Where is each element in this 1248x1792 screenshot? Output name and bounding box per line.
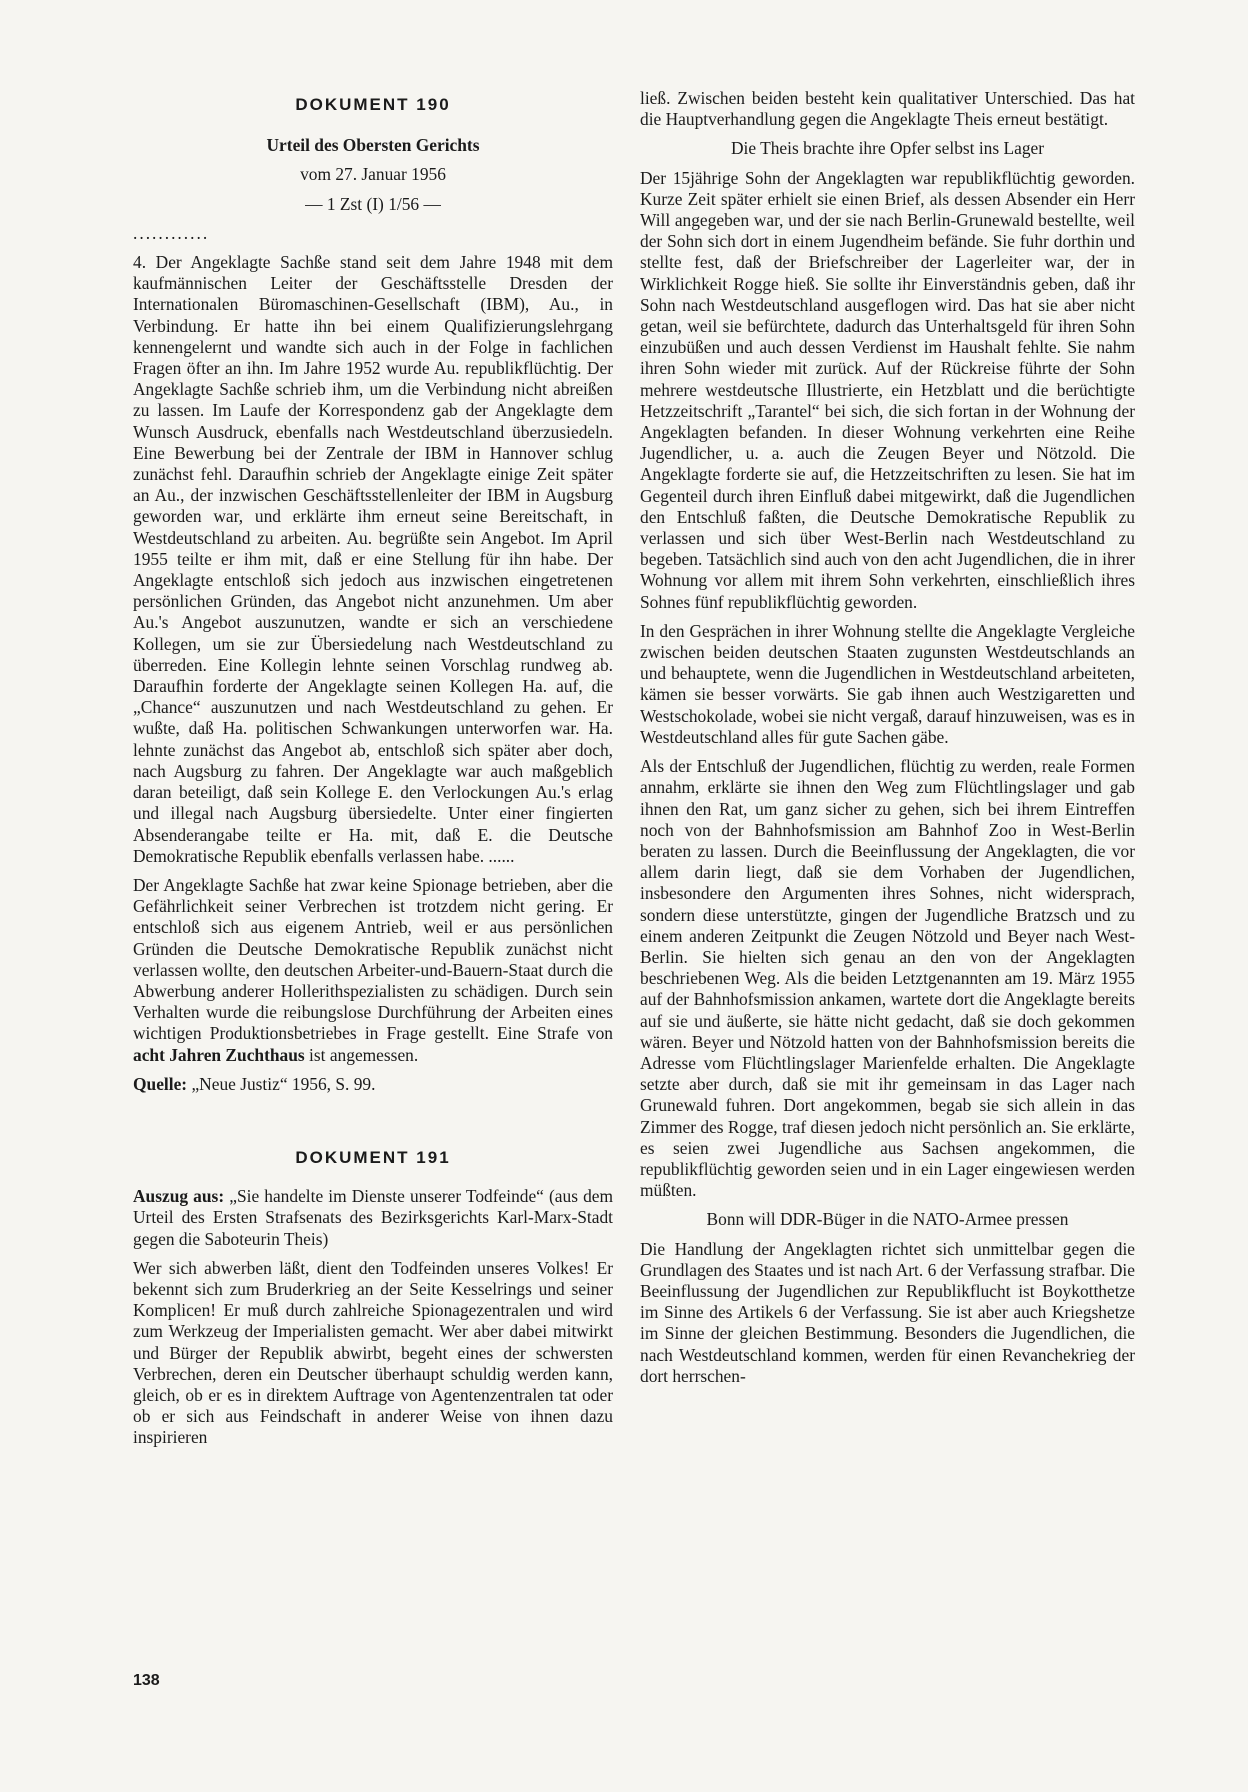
source-text: „Neue Justiz“ 1956, S. 99.	[187, 1073, 376, 1094]
lead-label: Auszug aus:	[133, 1186, 225, 1207]
paragraph-2-text: Der Angeklagte Sachße hat zwar keine Spionage betrieben, aber die Gefährlichkeit seiner Verbrechen ist trotzdem nicht gering. Er entschloß sich aus eigenem Antrieb, weil er aus persönlichen Gründen die Deutsche Demokratische Republik zunächst nicht verlassen wollte, den deutschen Arbeiter-und-Bauern-Staat durch die Abwerbung anderer Hollerithspezialisten zu schädigen. Durch sein Verhalten wurde die reibungslose Durchführung der Arbeiten eines wichtigen Produktionsbetriebes in Frage gestellt. Eine Strafe von	[133, 874, 613, 1044]
source-label: Quelle:	[133, 1073, 188, 1094]
document-190-paragraph-2	[133, 875, 613, 1066]
document-191-paragraph-2: Der 15jährige Sohn der Angeklagten war republikflüchtig geworden. Kurze Zeit später erhielt sie einen Brief, als dessen Absender ein Herr Will angegeben war, und der sie nach Berlin-Grunewald bestellte, weil der Sohn sich dort in einem Jugendheim befände. Sie fuhr dorthin und stellte fest, daß der Briefschreiber der Lagerleiter war, der in Wirklichkeit Rogge hieß. Sie sollte ihr Einverständnis geben, daß ihr Sohn nach Westdeutschland ausgeflogen wird. Das hat sie aber nicht getan, weil sie befürchtete, dadurch das Unterhaltsgeld für ihren Sohn einzubüßen und auch dessen Verdienst im Haushalt fehlte. Sie nahm ihren Sohn wieder mit zurück. Auf der Rückreise führte der Sohn mehrere westdeutsche Illustrierte, ein Hetzblatt und die berüchtigte Hetzzeitschrift „Tarantel“ bei sich, die sich fortan in der Wohnung der Angeklagten befanden. In dieser Wohnung verkehrten eine Reihe Jugendlicher, u. a. auch die Zeugen Beyer und Nötzold. Die Angeklagte forderte sie auf, die Hetzzeitschriften zu lesen. Sie hat im Gegenteil durch ihren Einfluß dabei mitgewirkt, daß die Jugendlichen den Entschluß faßten, die Deutsche Demokratische Republik zu verlassen und sich über West-Berlin nach Westdeutschland zu begeben. Tatsächlich sind auch von den acht Jugendlichen, die in ihrer Wohnung vor allem mit ihrem Sohn verkehrten, einschließlich ihres Sohnes fünf republikflüchtig geworden.	[640, 167, 1135, 612]
section-heading-2: Bonn will DDR-Büger in die NATO-Armee pressen	[706, 1209, 1069, 1230]
document-190-date: vom 27. Januar 1956	[300, 164, 446, 185]
document-191-paragraph-1: Wer sich abwerben läßt, dient den Todfeinden unseres Volkes! Er bekennt sich zum Bruderkrieg an der Seite Kesselrings und seiner Komplicen! Er muß durch zahlreiche Spionagezentralen und wird zum Werkzeug der Imperialisten gemacht. Wer aber dabei mitwirkt und Bürger der Republik abwirbt, begeht eines der schwersten Verbrechen, deren ein Deutscher überhaupt schuldig werden kann, gleich, ob er es in direktem Auftrage von Agentenzentralen tat oder ob er sich aus Feindschaft in anderer Weise von ihnen dazu inspirieren	[133, 1257, 613, 1448]
paragraph-2-end: ist angemessen.	[304, 1044, 419, 1065]
document-191-paragraph-3: In den Gesprächen in ihrer Wohnung stellte die Angeklagte Vergleiche zwischen beiden deutschen Staaten zugunsten Westdeutschlands an und behauptete, wenn die Jugendlichen in Westdeutschland arbeiteten, kämen sie besser vorwärts. Sie gab ihnen auch Westzigaretten und Westschokolade, wobei sie nicht vergaß, darauf hinzuweisen, was es in Westdeutschland alles für gute Sachen gäbe.	[640, 620, 1135, 747]
section-heading-1: Die Theis brachte ihre Opfer selbst ins Lager	[730, 138, 1045, 159]
document-191-continuation: ließ. Zwischen beiden besteht kein qualitativer Unterschied. Das hat die Hauptverhandlung gegen die Angeklagte Theis erneut bestätigt.	[640, 88, 1135, 130]
document-190-subtitle: Urteil des Obersten Gerichts	[266, 135, 480, 156]
left-column	[133, 86, 613, 1457]
document-190-title: DOKUMENT 190	[295, 95, 451, 114]
document-190-paragraph-1: 4. Der Angeklagte Sachße stand seit dem Jahre 1948 mit dem kaufmännischen Leiter der Geschäftsstelle Dresden der Internationalen Büromaschinen-Gesellschaft (IBM), Au., in Verbindung. Er hatte ihn bei einem Qualifizierungslehrgang kennengelernt und wandte sich auch in der Folge in fachlichen Fragen öfter an ihn. Im Jahre 1952 wurde Au. republikflüchtig. Der Angeklagte Sachße schrieb ihm, um die Verbindung nicht abreißen zu lassen. Im Laufe der Korrespondenz gab der Angeklagte dem Wunsch Ausdruck, ebenfalls nach Westdeutschland überzusiedeln. Eine Bewerbung bei der Zentrale der IBM in Hannover schlug zunächst fehl. Daraufhin schrieb der Angeklagte einige Zeit später an Au., der inzwischen Geschäftsstellenleiter der IBM in Augsburg geworden war, und erklärte ihm erneut seine Bereitschaft, in Westdeutschland zu arbeiten. Au. begrüßte sein Angebot. Im April 1955 teilte er ihm mit, daß er eine Stellung für ihn habe. Der Angeklagte entschloß sich jedoch aus inzwischen eingetretenen persönlichen Gründen, das Angebot nicht anzunehmen. Um aber Au.'s Angebot auszunutzen, wandte er sich an verschiedene Kollegen, um sie zur Übersiedelung nach Westdeutschland zu überreden. Eine Kollegin lehnte seinen Vorschlag rundweg ab. Daraufhin forderte der Angeklagte seinen Kollegen Ha. auf, die „Chance“ auszunutzen und nach Westdeutschland zu gehen. Er wußte, daß Ha. politischen Schwankungen unterworfen war. Ha. lehnte zunächst das Angebot ab, entschloß sich später aber doch, nach Augsburg zu fahren. Der Angeklagte war auch maßgeblich daran beteiligt, daß sein Kollege E. den Verlockungen Au.'s erlag und illegal nach Augsburg übersiedelte. Unter einer fingierten Absenderangabe teilte er Ha. mit, daß E. die Deutsche Demokratische Republik ebenfalls verlassen habe. ......	[133, 252, 613, 866]
document-191-paragraph-5: Die Handlung der Angeklagten richtet sich unmittelbar gegen die Grundlagen des Staates und ist nach Art. 6 der Verfassung strafbar. Die Beeinflussung der Jugendlichen zur Republikflucht ist Boykotthetze im Sinne des Artikels 6 der Verfassung. Sie ist aber auch Kriegshetze im Sinne der gleichen Bestimmung. Besonders die Jugendlichen, die nach Westdeutschland kommen, werden für einen Revanchekrieg der dort herrschen-	[640, 1238, 1135, 1386]
document-191-title: DOKUMENT 191	[295, 1147, 451, 1167]
right-column	[640, 88, 1135, 1395]
page-number: 138	[133, 1672, 160, 1689]
omission-dots: ............	[133, 222, 210, 243]
lead-text: „Sie handelte im Dienste unserer Todfeinde“ (aus dem Urteil des Ersten Strafsenats des Bezirksgerichts Karl-Marx-Stadt gegen die Saboteurin Theis)	[133, 1186, 614, 1249]
document-190-source	[133, 1074, 613, 1095]
document-191-paragraph-4: Als der Entschluß der Jugendlichen, flüchtig zu werden, reale Formen annahm, erklärte sie ihnen den Weg zum Flüchtlingslager und gab ihnen den Rat, um ganz sicher zu gehen, sich bei ihrem Eintreffen noch von der Bahnhofsmission am Bahnhof Zoo in West-Berlin beraten zu lassen. Durch die Beeinflussung der Angeklagten, die vor allem darin liegt, daß sie dem Vorhaben der Jugendlichen, insbesondere den Argumenten ihres Sohnes, nicht widersprach, sondern diese unterstützte, gingen der Jugendliche Bratzsch und zu einem anderen Zeitpunkt die Zeugen Nötzold und Beyer nach West-Berlin. Sie hielten sich genau an den von der Angeklagten beschriebenen Weg. Als die beiden Letztgenannten am 19. März 1955 auf der Bahnhofsmission ankamen, wartete dort die Angeklagte bereits auf sie und äußerte, sie hätte nicht gedacht, daß sie doch gekommen wären. Beyer und Nötzold hatten von der Bahnhofsmission bereits die Adresse vom Flüchtlingslager Marienfelde erhalten. Die Angeklagte setzte aber durch, daß sie mit ihr gemeinsam in das Lager nach Grunewald fuhren. Dort angekommen, begab sie sich allein in das Zimmer des Rogge, traf diesen jedoch nicht persönlich an. Sie erklärte, es seien zwei Jugendliche aus Sachsen angekommen, die republikflüchtig geworden seien und in ein Lager eingewiesen werden müßten.	[640, 756, 1135, 1201]
sentence-emphasis: acht Jahren Zuchthaus	[133, 1044, 305, 1065]
document-190-reference: — 1 Zst (I) 1/56 —	[305, 193, 441, 214]
document-191-lead	[133, 1186, 613, 1250]
